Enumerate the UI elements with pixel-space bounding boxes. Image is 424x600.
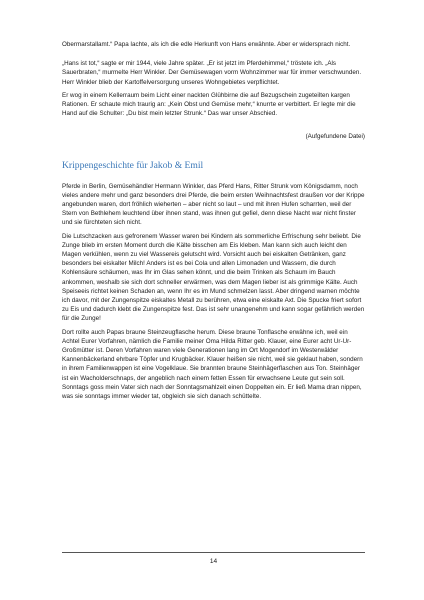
footer-divider: [62, 552, 365, 553]
paragraph-1: Obermarstallamt.“ Papa lachte, als ich die edle Herkunft von Hans erwähnte. Aber er widersprach nicht.: [62, 41, 351, 48]
page-number: 14: [209, 558, 218, 565]
paragraph-4: Pferde in Berlin, Gemüsehändler Hermann Winkler, das Pferd Hans, Ritter Strunk vom Königsdamm, noch vieles andere mehr und ganz besonders drei Pferde, die beim ersten Weihnachtsfest draußen vor der Krippe angebunden waren, dort fröhlich wieherten – aber nicht so laut – und mit ihren Hufen scharrten, weil der Stern von Bethlehem leuchtend über ihnen stand, was ihnen gut gefiel, denn diese Nacht war nicht finster und sie fürchteten sich nicht.: [62, 182, 365, 227]
paragraph-3: Er wog in einem Kellerraum beim Licht einer nackten Glühbirne die auf Bezugschein zugeteilten kargen Rationen. Er schaute mich traurig an: „Kein Obst und Gemüse mehr,“ knurrte er verbittert. Er legte mir die Hand auf die Schulter: „Du bist mein letzter Strunk.“ Das war unser Abschied.: [62, 91, 356, 118]
section-heading: Krippengeschichte für Jakob & Emil: [62, 159, 204, 171]
paragraph-6: Dort rollte auch Papas braune Steinzeugflasche herum. Diese braune Tonflasche erwähne ich, weil ein Achtel Eurer Vorfahren, nämlich die Familie meiner Oma Hilda Ritter geb. Klauer, eine Eurer acht Ur-Ur-Großmütter ist. Deren Vorfahren waren viele Generationen lang im Ort Mogendorf im Westerwälder Kannenbäckerland ehrbare Töpfer und Krugbäcker. Klauer heißen sie nicht, weil sie geklaut haben, sondern in ihrem Familienwappen ist eine Vogelklaue. Sie brannten braune Steinhägerflaschen aus Ton. Steinhäger ist ein Wacholderschnaps, der angeblich nach einem fetten Essen für erwachsene Leute gut sein soll. Sonntags goss mein Vater sich nach der Sonntagsmahlzeit einen Doppelten ein. Er ließ Mama dran nippen, was sie sonntags immer wieder tat, obgleich sie sich danach schüttelte.: [62, 328, 363, 401]
paragraph-5: Die Lutschzacken aus gefrorenem Wasser waren bei Kindern als sommerliche Erfrischung sehr beliebt. Die Zunge blieb im ersten Moment durch die Kälte bisschen am Eis kleben. Man kann sich auch leicht den Magen verkühlen, wenn zu viel Wassereis gelutscht wird. Vorsicht auch bei eiskalten Getränken, ganz besonders bei eiskalter Milch! Anders ist es bei Cola und allen Limonaden und Wassern, die durch Kohlensäure schäumen, was Ihr im Glas sehen könnt, und die beim Trinken als Schaum im Bauch ankommen, weshalb sie sich dort schneller erwärmen, was dem Magen lieber ist als grimmige Kälte. Auch Speiseeis richtet keinen Schaden an, wenn Ihr es im Mund schmelzen lasst. Aber dringend warnen möchte ich davor, mit der Zungenspitze eiskaltes Metall zu berühren, etwa eine eiskalte Axt. Die Spucke friert sofort zu Eis und dadurch klebt die Zungenspitze fest. Das ist sehr unangenehm und kann sogar gefährlich werden für die Zunge!: [62, 232, 365, 323]
source-note: (Aufgefundene Datei): [305, 133, 365, 141]
page-body: [62, 40, 365, 405]
paragraph-2: „Hans ist tot,“ sagte er mir 1944, viele Jahre später. „Er ist jetzt im Pferdehimmel,“ tröstete ich. „Als Sauerbraten,“ murmelte Herr Winkler. Der Gemüsewagen vorm Wohnzimmer war für immer verschwunden. Herr Winkler blieb der Kartoffelversorgung unseres Wohngebietes verpflichtet.: [62, 60, 362, 86]
